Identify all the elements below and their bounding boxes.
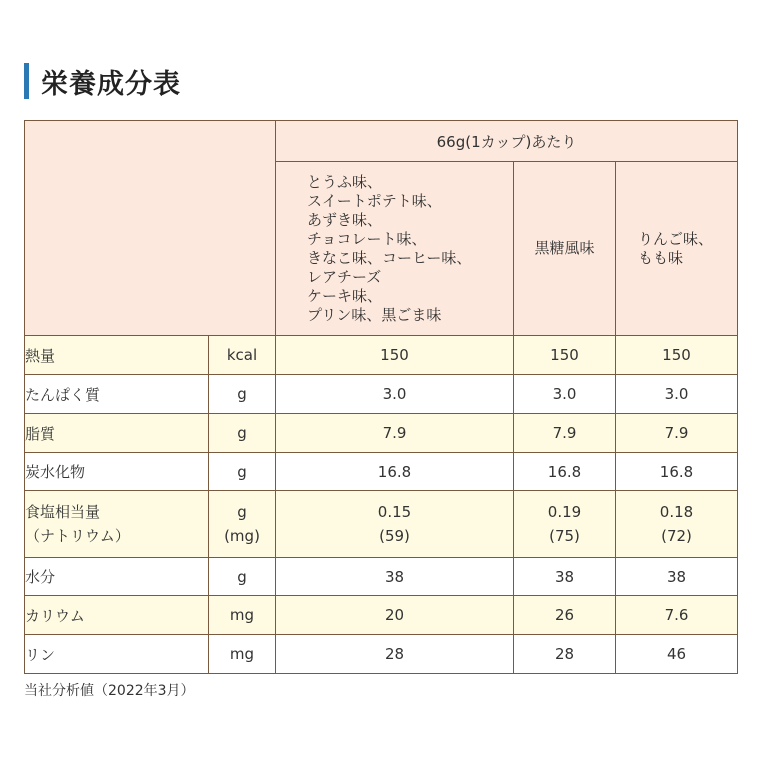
nutrient-name: 脂質	[25, 414, 209, 453]
flavor-line: チョコレート味、	[307, 229, 427, 248]
table-row-protein	[25, 375, 738, 414]
table-row-potassium	[25, 596, 738, 635]
value-cell: 28	[276, 635, 514, 674]
table-row-fat	[25, 414, 738, 453]
value-cell: 28	[514, 635, 616, 674]
table-row-carbohydrate	[25, 453, 738, 491]
value-cell: 38	[276, 558, 514, 596]
page-title: 栄養成分表	[41, 68, 181, 100]
flavor-line: ケーキ味、	[307, 286, 383, 305]
value-cell: 7.9	[616, 414, 738, 453]
table-row-water	[25, 558, 738, 596]
header-blank-cell	[25, 121, 276, 336]
nutrient-name	[25, 491, 209, 558]
value-cell: 3.0	[514, 375, 616, 414]
table-row-phosphorus	[25, 635, 738, 674]
value-cell: 26	[514, 596, 616, 635]
flavor-line: きなこ味、コーヒー味、	[307, 248, 472, 267]
value-line: 0.19	[547, 503, 582, 521]
nutrient-unit: mg	[209, 596, 276, 635]
flavor-line: りんご味、	[638, 229, 714, 248]
value-cell: 16.8	[514, 453, 616, 491]
value-cell: 150	[514, 336, 616, 375]
flavor-line: とうふ味、	[307, 172, 383, 191]
value-cell	[616, 491, 738, 558]
section-title	[24, 63, 181, 99]
flavor-line: プリン味、黒ごま味	[307, 305, 442, 324]
value-line: (75)	[549, 527, 580, 545]
value-cell: 150	[276, 336, 514, 375]
nutrient-name: 水分	[25, 558, 209, 596]
flavor-line: レアチーズ	[307, 267, 382, 286]
nutrient-name: 炭水化物	[25, 453, 209, 491]
nutrition-table	[24, 120, 738, 674]
nutrient-name: たんぱく質	[25, 375, 209, 414]
nutrient-name-line: （ナトリウム）	[25, 527, 130, 545]
nutrient-unit: kcal	[209, 336, 276, 375]
footnote: 当社分析値（2022年3月）	[24, 683, 195, 699]
flavor-line: スイートポテト味、	[307, 191, 442, 210]
value-cell: 3.0	[276, 375, 514, 414]
value-line: 0.18	[659, 503, 694, 521]
flavor-line: もも味	[638, 248, 684, 267]
unit-line: (mg)	[224, 527, 260, 545]
table-row-energy	[25, 336, 738, 375]
value-cell: 20	[276, 596, 514, 635]
header-basis: 66g(1カップ)あたり	[276, 121, 738, 162]
unit-line: g	[237, 503, 247, 521]
value-cell: 150	[616, 336, 738, 375]
nutrient-name: カリウム	[25, 596, 209, 635]
value-cell: 16.8	[616, 453, 738, 491]
nutrient-unit: g	[209, 414, 276, 453]
nutrient-unit: g	[209, 558, 276, 596]
header-flavor-group-2	[514, 162, 616, 336]
value-cell: 46	[616, 635, 738, 674]
nutrient-unit	[209, 491, 276, 558]
table-row-salt	[25, 491, 738, 558]
value-cell	[514, 491, 616, 558]
value-cell: 7.6	[616, 596, 738, 635]
value-cell: 3.0	[616, 375, 738, 414]
value-line: (72)	[661, 527, 692, 545]
nutrient-unit: mg	[209, 635, 276, 674]
value-line: 0.15	[377, 503, 412, 521]
value-cell: 38	[514, 558, 616, 596]
value-cell: 7.9	[514, 414, 616, 453]
header-flavor-group-3	[616, 162, 738, 336]
nutrient-name: 熱量	[25, 336, 209, 375]
value-cell: 38	[616, 558, 738, 596]
header-flavor-group-1	[276, 162, 514, 336]
nutrient-unit: g	[209, 453, 276, 491]
flavor-line: あずき味、	[307, 210, 383, 229]
flavor-line: 黒糖風味	[534, 239, 595, 257]
value-cell	[276, 491, 514, 558]
nutrient-unit: g	[209, 375, 276, 414]
value-cell: 7.9	[276, 414, 514, 453]
nutrient-name-line: 食塩相当量	[25, 503, 101, 521]
nutrient-name: リン	[25, 635, 209, 674]
title-accent-bar	[24, 63, 29, 99]
value-line: (59)	[379, 527, 410, 545]
value-cell: 16.8	[276, 453, 514, 491]
